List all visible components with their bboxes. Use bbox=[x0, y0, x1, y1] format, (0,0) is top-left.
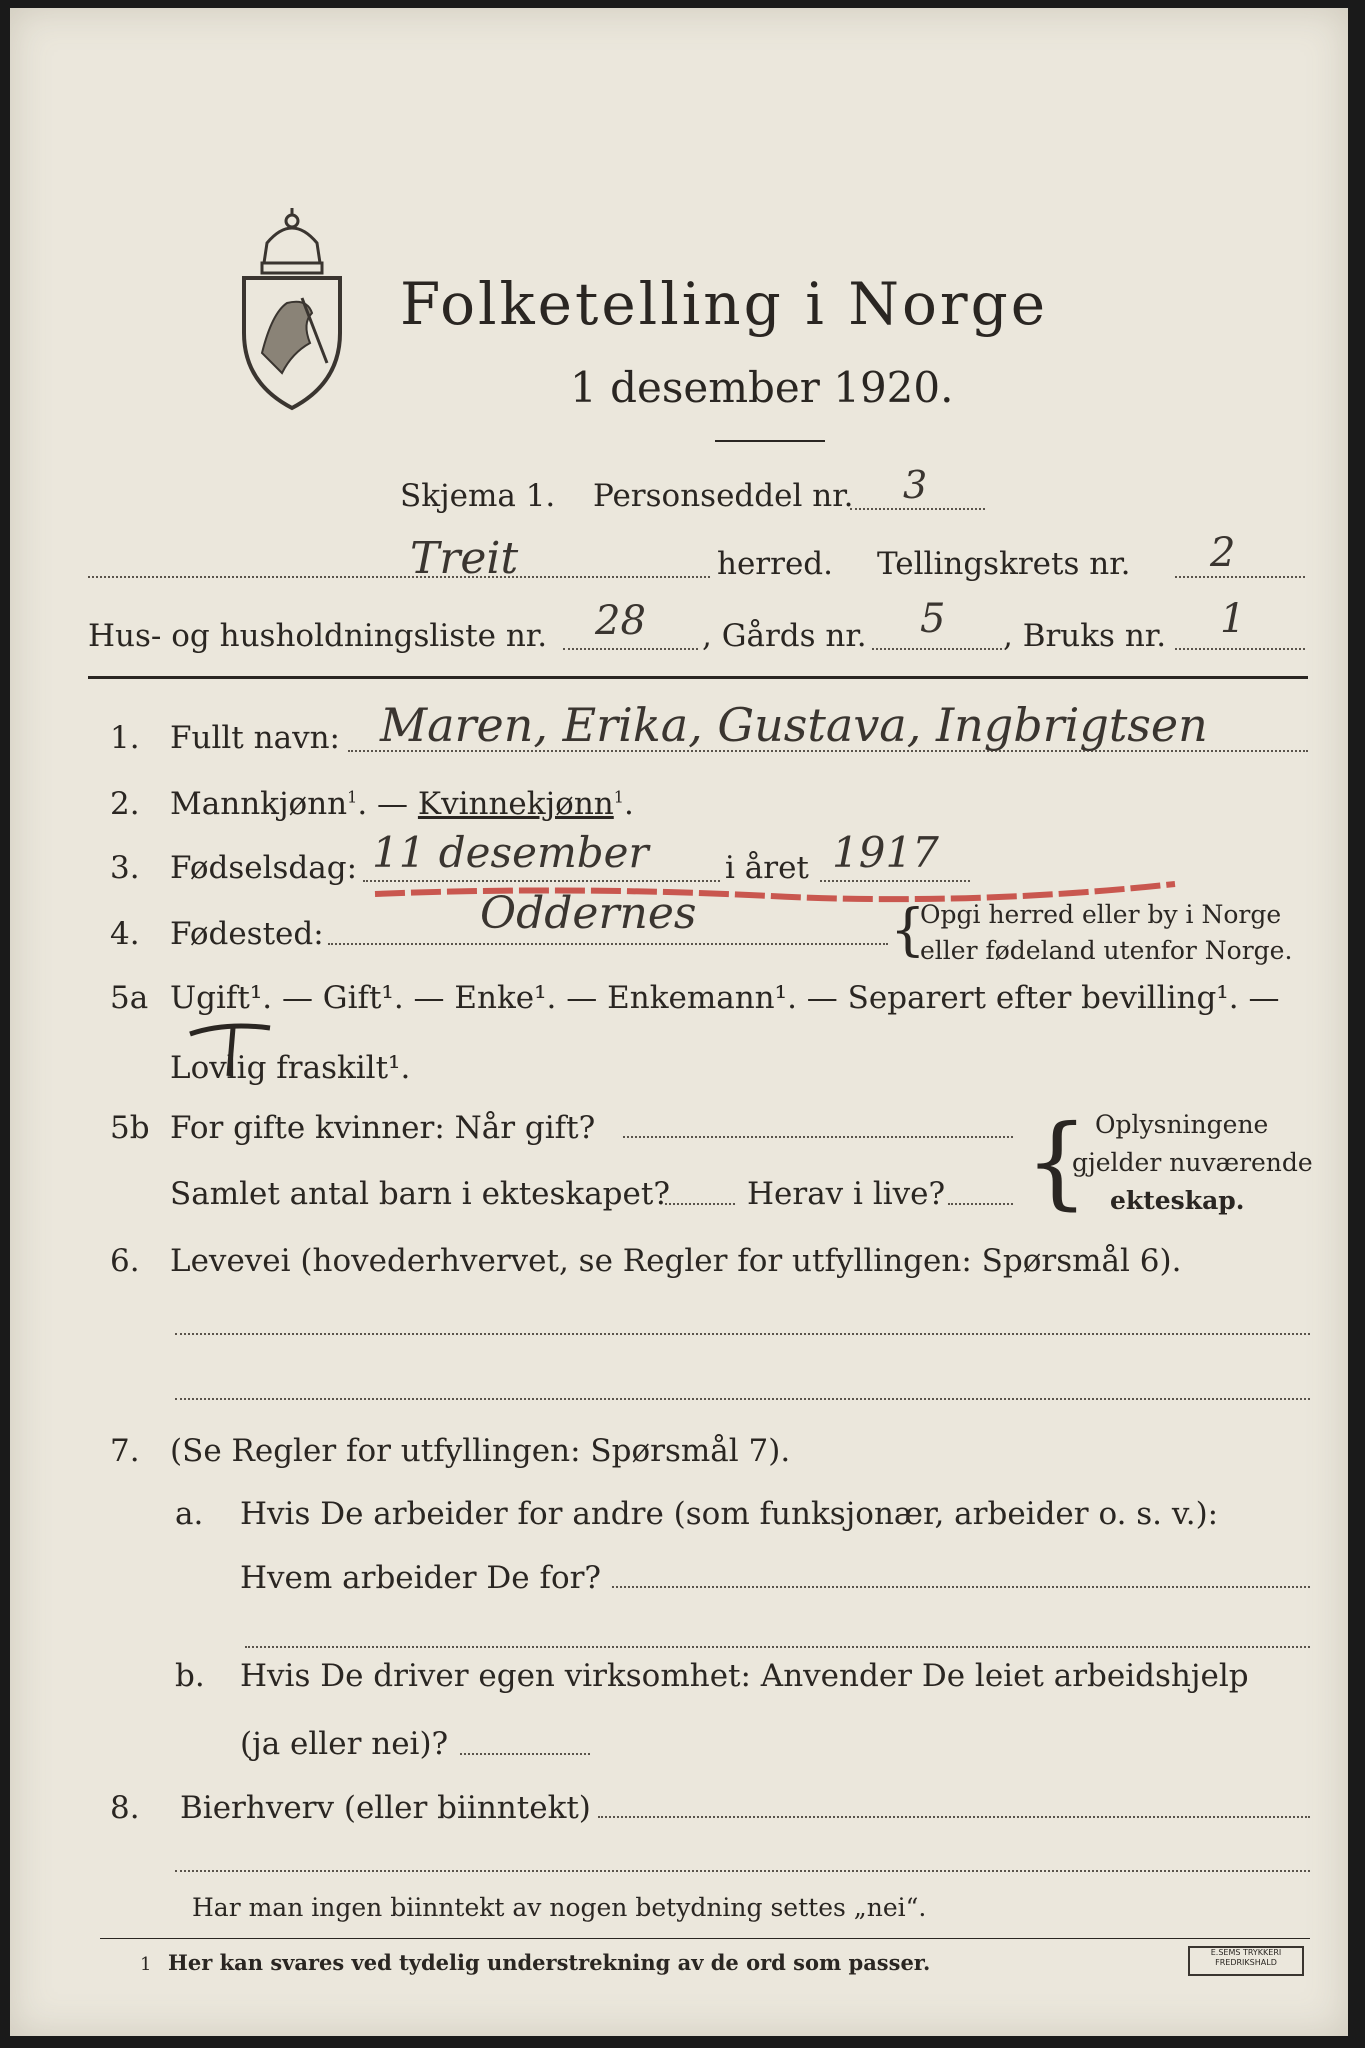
q8-note: Har man ingen biinntekt av nogen betydning settes „nei“. bbox=[192, 1893, 927, 1922]
q2-number: 2. bbox=[110, 786, 140, 822]
q1-label: Fullt navn: bbox=[170, 720, 340, 756]
q5b-note3: ekteskap. bbox=[1110, 1186, 1245, 1215]
q7-number: 7. bbox=[110, 1433, 140, 1469]
q6-number: 6. bbox=[110, 1243, 140, 1279]
q5b-herav-field[interactable] bbox=[948, 1203, 1013, 1205]
gards-label: , Gårds nr. bbox=[702, 618, 867, 654]
q4-label: Fødested: bbox=[170, 916, 324, 952]
q3-year-value: 1917 bbox=[832, 828, 939, 877]
q4-number: 4. bbox=[110, 916, 140, 952]
q5a-line1[interactable]: Ugift¹. — Gift¹. — Enke¹. — Enkemann¹. — Separert efter bevilling¹. — bbox=[170, 980, 1280, 1016]
q5b-brace: { bbox=[1025, 1103, 1089, 1220]
norway-coat-of-arms-icon bbox=[232, 203, 352, 413]
q7a-field-line2[interactable] bbox=[245, 1646, 1310, 1648]
q3-label: Fødselsdag: bbox=[170, 850, 358, 886]
q5b-barn-field[interactable] bbox=[665, 1203, 735, 1205]
q3-number: 3. bbox=[110, 850, 140, 886]
q5b-note2: gjelder nuværende bbox=[1072, 1148, 1313, 1177]
q7b-line1: Hvis De driver egen virksomhet: Anvender De leiet arbeidshjelp bbox=[240, 1658, 1249, 1694]
q7b-field[interactable] bbox=[460, 1753, 590, 1755]
bruks-label: , Bruks nr. bbox=[1003, 618, 1167, 654]
personseddel-field[interactable] bbox=[850, 508, 985, 510]
q2-line: Mannkjønn$^1$. — Kvinnekjønn$^1$. bbox=[170, 786, 634, 822]
q8-label: Bierhverv (eller biinntekt) bbox=[180, 1790, 591, 1826]
q4-note-line2: eller fødeland utenfor Norge. bbox=[920, 936, 1293, 965]
tellingskrets-field[interactable] bbox=[1175, 576, 1305, 578]
q4-value: Oddernes bbox=[480, 888, 697, 939]
footnote-divider bbox=[100, 1938, 1310, 1939]
q5b-line2: Samlet antal barn i ekteskapet? bbox=[170, 1176, 670, 1212]
q2-kvinne[interactable]: Kvinnekjønn bbox=[417, 786, 614, 822]
ugift-check-mark bbox=[185, 1016, 275, 1086]
q5a-number: 5a bbox=[110, 980, 149, 1016]
hus-value: 28 bbox=[595, 598, 646, 644]
form-title: Folketelling i Norge bbox=[400, 270, 1049, 338]
q1-value: Maren, Erika, Gustava, Ingbrigtsen bbox=[380, 698, 1208, 752]
q5b-herav-label: Herav i live? bbox=[747, 1176, 946, 1212]
form-date: 1 desember 1920. bbox=[570, 363, 954, 412]
q1-number: 1. bbox=[110, 720, 140, 756]
hus-label: Hus- og husholdningsliste nr. bbox=[88, 618, 548, 654]
personseddel-value: 3 bbox=[903, 463, 928, 507]
gards-value: 5 bbox=[920, 596, 946, 642]
q7a-letter: a. bbox=[175, 1496, 204, 1532]
herred-value: Treit bbox=[410, 533, 519, 584]
q7b-line2: (ja eller nei)? bbox=[240, 1726, 449, 1762]
q7a-field-line1[interactable] bbox=[612, 1586, 1310, 1588]
q7b-letter: b. bbox=[175, 1658, 205, 1694]
q8-number: 8. bbox=[110, 1790, 140, 1826]
bruks-value: 1 bbox=[1220, 596, 1246, 642]
personseddel-label: Personseddel nr. bbox=[593, 478, 854, 514]
tellingskrets-label: Tellingskrets nr. bbox=[877, 546, 1131, 582]
q7a-line1: Hvis De arbeider for andre (som funksjonær, arbeider o. s. v.): bbox=[240, 1496, 1219, 1532]
q5b-number: 5b bbox=[110, 1110, 150, 1146]
header-divider bbox=[88, 676, 1308, 679]
q5b-line1: For gifte kvinner: Når gift? bbox=[170, 1110, 596, 1146]
q4-note-line1: Opgi herred eller by i Norge bbox=[920, 900, 1282, 929]
footnote-mark: 1 bbox=[140, 1954, 152, 1975]
hus-field[interactable] bbox=[563, 648, 698, 650]
q2-mann[interactable]: Mannkjønn bbox=[170, 786, 348, 822]
q5b-nar-gift-field[interactable] bbox=[623, 1136, 1013, 1138]
q4-field[interactable] bbox=[328, 943, 888, 945]
q3-value: 11 desember bbox=[372, 828, 649, 877]
q5a-line2[interactable]: Lovlig fraskilt¹. bbox=[170, 1050, 411, 1086]
footnote-text: Her kan svares ved tydelig understrekning av de ord som passer. bbox=[168, 1950, 931, 1975]
q3-year-label: i året bbox=[725, 850, 809, 886]
bruks-field[interactable] bbox=[1175, 648, 1305, 650]
q6-field-line1[interactable] bbox=[175, 1333, 1310, 1335]
gards-field[interactable] bbox=[872, 648, 1002, 650]
q4-note-brace: { bbox=[890, 898, 926, 963]
herred-field[interactable] bbox=[88, 576, 710, 578]
skjema-label: Skjema 1. bbox=[400, 478, 556, 514]
title-divider bbox=[715, 440, 825, 442]
printer-stamp: E.SEMS TRYKKERI FREDRIKSHALD bbox=[1188, 1946, 1304, 1976]
q7-label: (Se Regler for utfyllingen: Spørsmål 7). bbox=[170, 1433, 791, 1469]
tellingskrets-value: 2 bbox=[1210, 530, 1236, 576]
q7a-line2: Hvem arbeider De for? bbox=[240, 1560, 602, 1596]
q6-label: Levevei (hovederhvervet, se Regler for utfyllingen: Spørsmål 6). bbox=[170, 1243, 1182, 1279]
census-form-page bbox=[10, 8, 1348, 2036]
q8-field-line1[interactable] bbox=[598, 1816, 1310, 1818]
q8-field-line2[interactable] bbox=[175, 1870, 1310, 1872]
q5b-note1: Oplysningene bbox=[1095, 1110, 1269, 1139]
q6-field-line2[interactable] bbox=[175, 1398, 1310, 1400]
herred-label: herred. bbox=[717, 546, 833, 582]
